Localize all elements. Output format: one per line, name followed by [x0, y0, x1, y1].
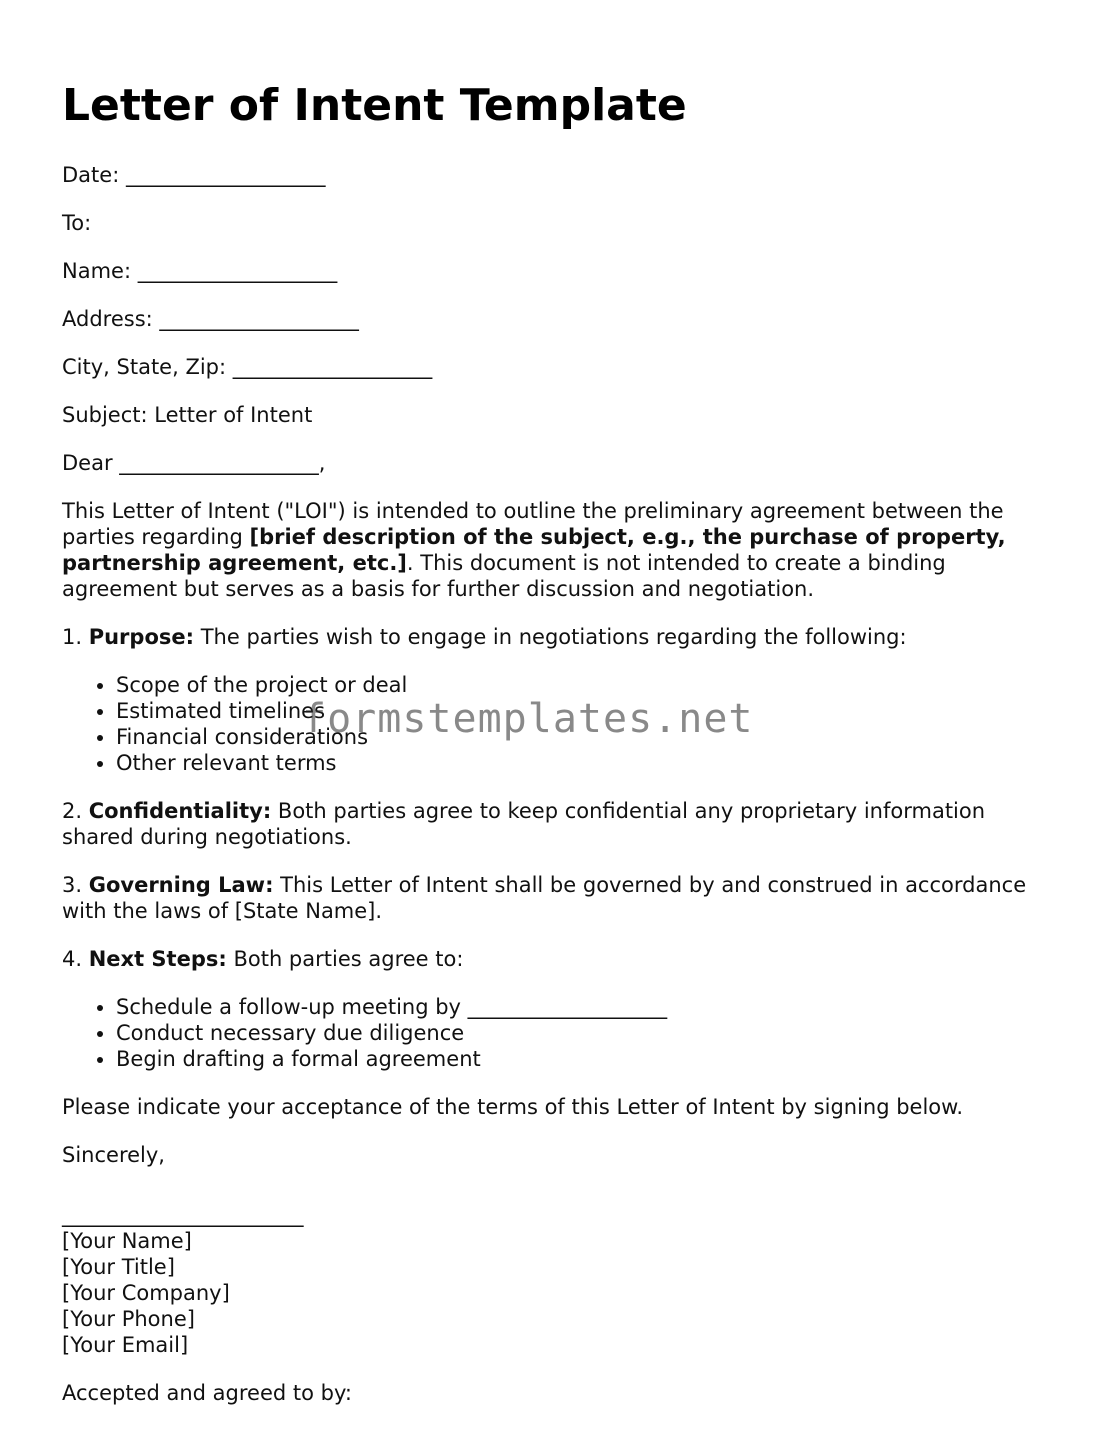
- next-steps-list: [62, 994, 1052, 1072]
- governing-law-heading: Governing Law:: [88, 873, 274, 897]
- city-state-zip-field: City, State, Zip: ___________________: [62, 355, 433, 379]
- salutation: Dear ___________________,: [62, 451, 326, 475]
- governing-law-text: This Letter of Intent shall be governed by and construed in accordance with the laws of [State Name].: [62, 873, 1027, 923]
- signature-title: [Your Title]: [62, 1255, 175, 1279]
- section-number: 1.: [62, 625, 89, 649]
- signature-email: [Your Email]: [62, 1333, 189, 1357]
- watermark: formstemplates.net: [302, 696, 754, 742]
- signature-block: [62, 1202, 1052, 1358]
- list-item: • Estimated timelines: [116, 698, 1052, 724]
- list-item: • Scope of the project or deal: [116, 672, 1052, 698]
- confidentiality-heading: Confidentiality:: [88, 799, 272, 823]
- closing: Sincerely,: [62, 1143, 165, 1167]
- purpose-text: The parties wish to engage in negotiations regarding the following:: [194, 625, 907, 649]
- next-steps-text: Both parties agree to:: [226, 947, 464, 971]
- section-number: 4.: [62, 947, 89, 971]
- name-field: Name: ___________________: [62, 259, 338, 283]
- document-page: [62, 0, 1052, 1406]
- list-item: • Other relevant terms: [116, 750, 1052, 776]
- intro-subject-placeholder: [brief description of the subject, e.g., the purchase of property, partnership agreement, etc.]: [62, 525, 1006, 575]
- list-item: • Schedule a follow-up meeting by ___________________: [116, 994, 1052, 1020]
- list-item: • Financial considerations: [116, 724, 1052, 750]
- purpose-list: [62, 672, 1052, 776]
- address-field: Address: ___________________: [62, 307, 359, 331]
- accepted-line: Accepted and agreed to by:: [62, 1381, 352, 1405]
- next-steps-section: [62, 946, 1052, 972]
- purpose-heading: Purpose:: [88, 625, 195, 649]
- list-item: • Begin drafting a formal agreement: [116, 1046, 1052, 1072]
- page-title: Letter of Intent Template: [62, 80, 687, 131]
- list-item: • Conduct necessary due diligence: [116, 1020, 1052, 1046]
- signature-company: [Your Company]: [62, 1281, 230, 1305]
- to-label: To:: [62, 211, 92, 235]
- signature-phone: [Your Phone]: [62, 1307, 195, 1331]
- confidentiality-text: Both parties agree to keep confidential any proprietary information shared during negotiations.: [62, 799, 986, 849]
- confidentiality-section: [62, 798, 1052, 850]
- intro-text-1: This Letter of Intent ("LOI") is intended to outline the preliminary agreement between the parties regarding: [62, 499, 1004, 549]
- date-field: Date: ___________________: [62, 163, 326, 187]
- intro-paragraph: [62, 498, 1052, 602]
- purpose-section: [62, 624, 1052, 650]
- acceptance-note: Please indicate your acceptance of the terms of this Letter of Intent by signing below.: [62, 1095, 964, 1119]
- intro-text-2: . This document is not intended to create a binding agreement but serves as a basis for further discussion and negotiation.: [62, 551, 946, 601]
- signature-line: _______________________: [62, 1203, 304, 1227]
- signature-name: [Your Name]: [62, 1229, 192, 1253]
- governing-law-section: [62, 872, 1052, 924]
- section-number: 2.: [62, 799, 89, 823]
- subject-line: Subject: Letter of Intent: [62, 403, 313, 427]
- section-number: 3.: [62, 873, 89, 897]
- next-steps-heading: Next Steps:: [88, 947, 227, 971]
